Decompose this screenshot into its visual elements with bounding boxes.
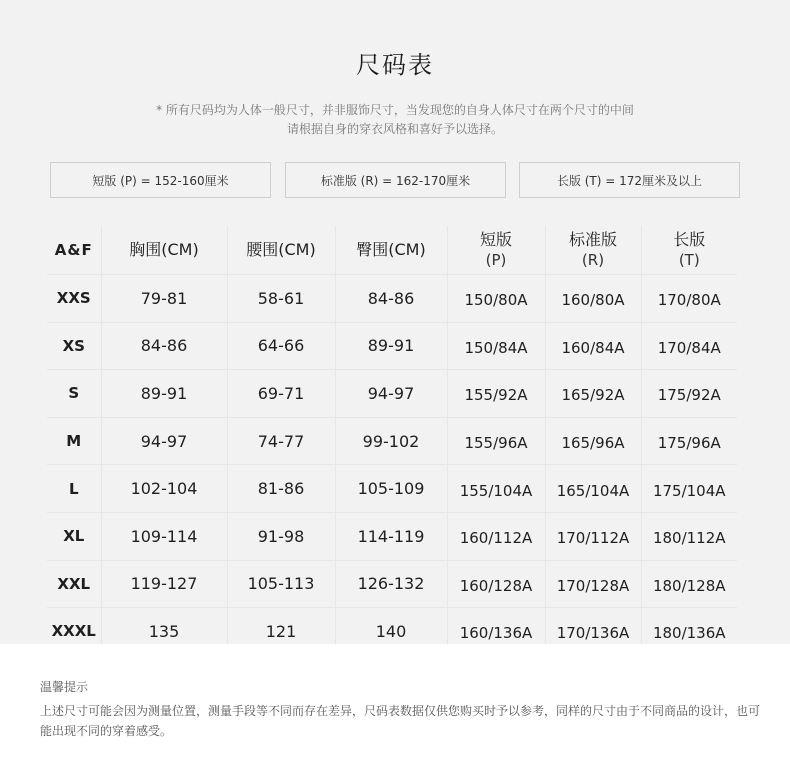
header-long-sub: (T) xyxy=(678,251,700,269)
size-note-line-1: * 所有尺码均为人体一般尺寸，并非服饰尺寸，当发现您的自身人体尺寸在两个尺寸的中间 xyxy=(156,103,634,117)
cell-long: 180/128A xyxy=(641,560,737,608)
header-waist: 腰围(CM) xyxy=(227,226,335,275)
header-standard-sub: (R) xyxy=(581,251,605,269)
cell-hip: 89-91 xyxy=(335,322,447,370)
cell-short: 160/128A xyxy=(447,560,545,608)
header-long xyxy=(641,226,737,275)
cell-hip: 140 xyxy=(335,608,447,655)
cell-long: 170/84A xyxy=(641,322,737,370)
cell-size: M xyxy=(47,417,101,465)
cell-waist: 91-98 xyxy=(227,512,335,560)
tips-section xyxy=(0,644,790,780)
table-row xyxy=(47,560,737,608)
cell-hip: 114-119 xyxy=(335,512,447,560)
fit-box-short: 短版 (P) = 152-160厘米 xyxy=(50,162,271,198)
cell-size: XXXL xyxy=(47,608,101,655)
table-row xyxy=(47,322,737,370)
page-title: 尺码表 xyxy=(356,51,434,79)
table-row xyxy=(47,465,737,513)
header-short-label: 短版 xyxy=(479,230,512,249)
table-row xyxy=(47,275,737,323)
cell-standard: 170/128A xyxy=(545,560,641,608)
cell-waist: 69-71 xyxy=(227,370,335,418)
cell-size: XL xyxy=(47,512,101,560)
cell-chest: 109-114 xyxy=(101,512,227,560)
cell-waist: 74-77 xyxy=(227,417,335,465)
table-row xyxy=(47,417,737,465)
cell-standard: 160/84A xyxy=(545,322,641,370)
header-standard xyxy=(545,226,641,275)
cell-short: 155/104A xyxy=(447,465,545,513)
fit-box-long: 长版 (T) = 172厘米及以上 xyxy=(519,162,740,198)
cell-standard: 170/112A xyxy=(545,512,641,560)
header-short-sub: (P) xyxy=(485,251,507,269)
size-table xyxy=(47,226,737,655)
cell-chest: 119-127 xyxy=(101,560,227,608)
header-chest: 胸围(CM) xyxy=(101,226,227,275)
cell-short: 155/96A xyxy=(447,417,545,465)
size-note-line-2: 请根据自身的穿衣风格和喜好予以选择。 xyxy=(286,122,503,136)
cell-standard: 165/96A xyxy=(545,417,641,465)
cell-short: 160/112A xyxy=(447,512,545,560)
cell-standard: 165/104A xyxy=(545,465,641,513)
cell-short: 160/136A xyxy=(447,608,545,655)
cell-chest: 135 xyxy=(101,608,227,655)
cell-size: XS xyxy=(47,322,101,370)
tips-body: 上述尺寸可能会因为测量位置，测量手段等不同而存在差异，尺码表数据仅供您购买时予以参考，同样的尺寸由于不同商品的设计，也可能出现不同的穿着感受。 xyxy=(40,704,761,738)
header-long-label: 长版 xyxy=(673,230,706,249)
table-row xyxy=(47,370,737,418)
cell-long: 170/80A xyxy=(641,275,737,323)
header-short xyxy=(447,226,545,275)
cell-chest: 102-104 xyxy=(101,465,227,513)
cell-long: 180/136A xyxy=(641,608,737,655)
cell-waist: 121 xyxy=(227,608,335,655)
cell-size: S xyxy=(47,370,101,418)
cell-waist: 81-86 xyxy=(227,465,335,513)
cell-short: 155/92A xyxy=(447,370,545,418)
cell-hip: 94-97 xyxy=(335,370,447,418)
table-header-row xyxy=(47,226,737,275)
cell-short: 150/84A xyxy=(447,322,545,370)
cell-waist: 58-61 xyxy=(227,275,335,323)
size-note xyxy=(0,101,790,139)
cell-standard: 170/136A xyxy=(545,608,641,655)
cell-chest: 84-86 xyxy=(101,322,227,370)
cell-hip: 105-109 xyxy=(335,465,447,513)
header-brand: A&F xyxy=(54,241,93,259)
cell-short: 150/80A xyxy=(447,275,545,323)
cell-standard: 165/92A xyxy=(545,370,641,418)
cell-long: 175/96A xyxy=(641,417,737,465)
cell-standard: 160/80A xyxy=(545,275,641,323)
header-hip: 臀围(CM) xyxy=(335,226,447,275)
cell-chest: 79-81 xyxy=(101,275,227,323)
tips-title: 温馨提示 xyxy=(40,680,89,694)
cell-long: 175/104A xyxy=(641,465,737,513)
cell-hip: 126-132 xyxy=(335,560,447,608)
cell-waist: 105-113 xyxy=(227,560,335,608)
cell-chest: 89-91 xyxy=(101,370,227,418)
cell-size: XXS xyxy=(47,275,101,323)
cell-size: XXL xyxy=(47,560,101,608)
cell-chest: 94-97 xyxy=(101,417,227,465)
cell-long: 175/92A xyxy=(641,370,737,418)
fit-box-standard: 标准版 (R) = 162-170厘米 xyxy=(285,162,506,198)
header-standard-label: 标准版 xyxy=(568,230,617,249)
table-row xyxy=(47,512,737,560)
cell-long: 180/112A xyxy=(641,512,737,560)
cell-hip: 99-102 xyxy=(335,417,447,465)
cell-size: L xyxy=(47,465,101,513)
cell-waist: 64-66 xyxy=(227,322,335,370)
cell-hip: 84-86 xyxy=(335,275,447,323)
